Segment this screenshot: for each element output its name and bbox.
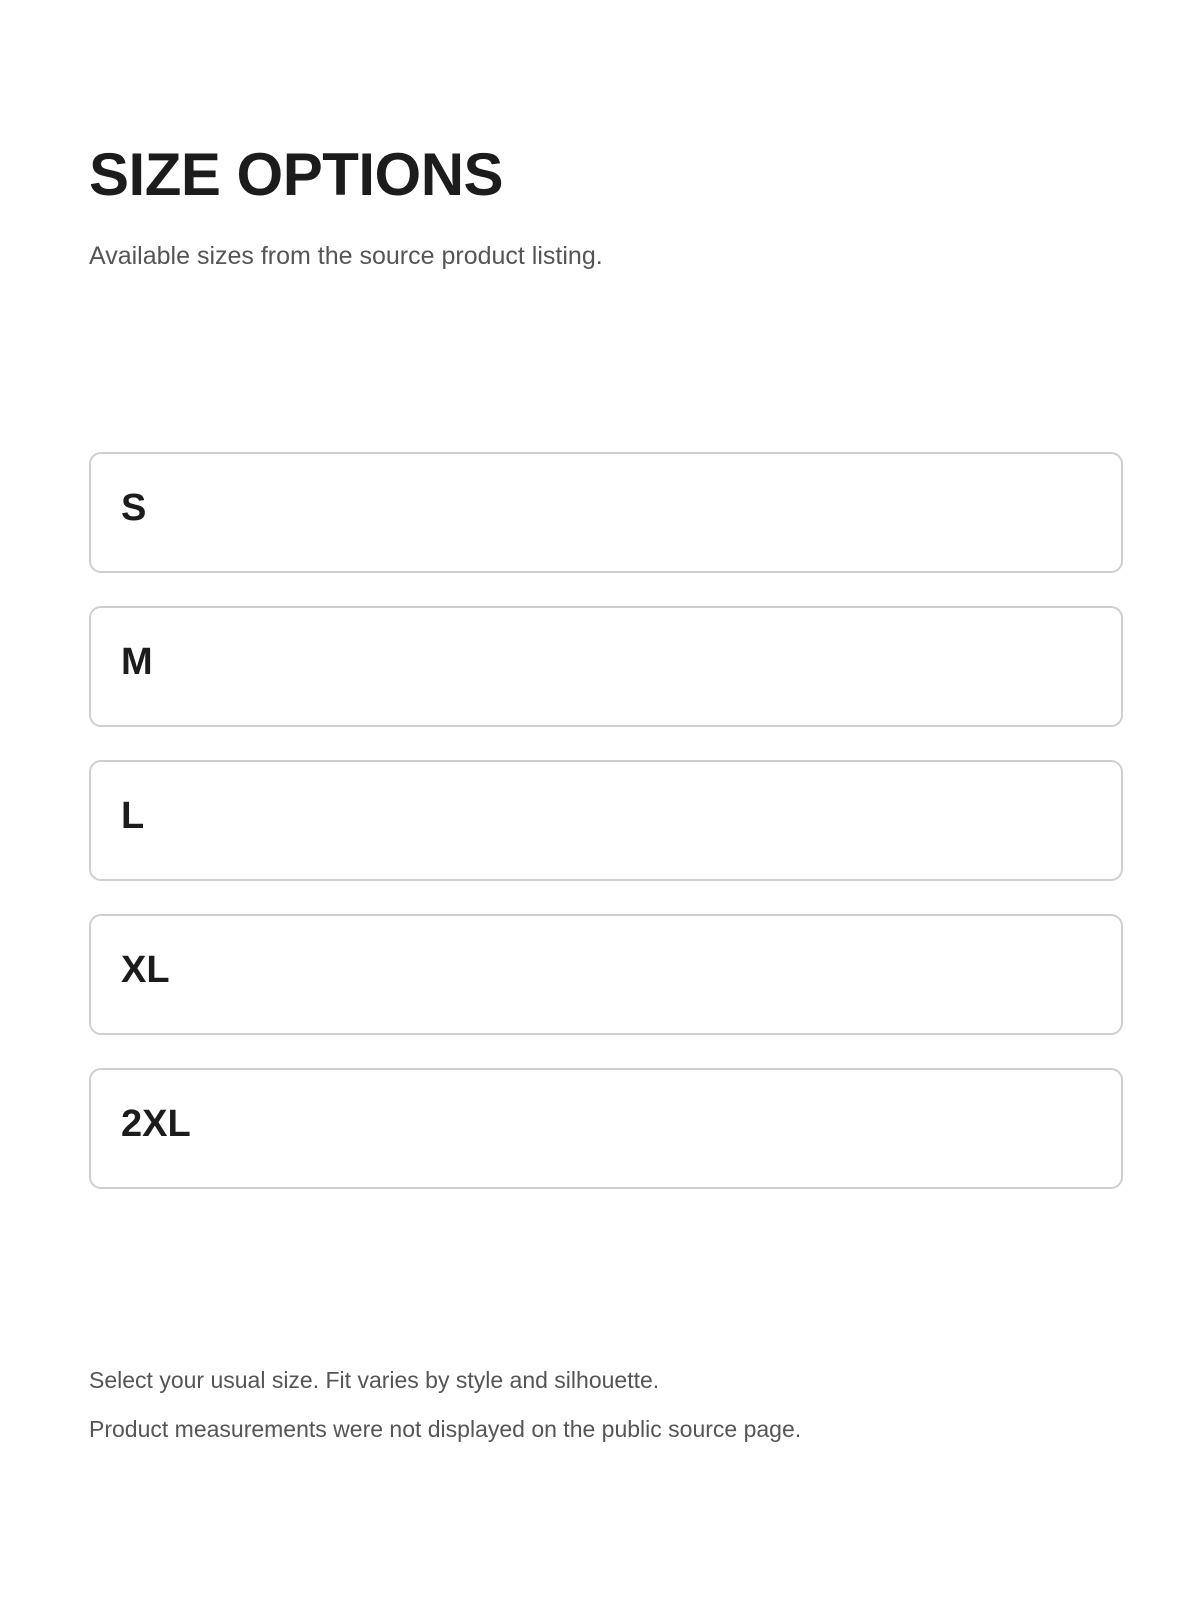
size-option-label: S xyxy=(121,487,147,529)
size-option-m[interactable] xyxy=(89,606,1123,727)
size-option-list xyxy=(89,452,1123,1222)
page-title: SIZE OPTIONS xyxy=(89,141,504,208)
size-option-label: XL xyxy=(121,949,170,991)
fit-note: Select your usual size. Fit varies by style and silhouette. xyxy=(89,1367,660,1393)
size-option-l[interactable] xyxy=(89,760,1123,881)
size-option-label: M xyxy=(121,641,153,683)
measurements-note: Product measurements were not displayed on the public source page. xyxy=(89,1416,802,1442)
size-option-label: 2XL xyxy=(121,1103,191,1145)
size-option-2xl[interactable] xyxy=(89,1068,1123,1189)
size-option-xl[interactable] xyxy=(89,914,1123,1035)
size-option-label: L xyxy=(121,795,145,837)
size-option-s[interactable] xyxy=(89,452,1123,573)
page-subtitle: Available sizes from the source product listing. xyxy=(89,242,603,270)
